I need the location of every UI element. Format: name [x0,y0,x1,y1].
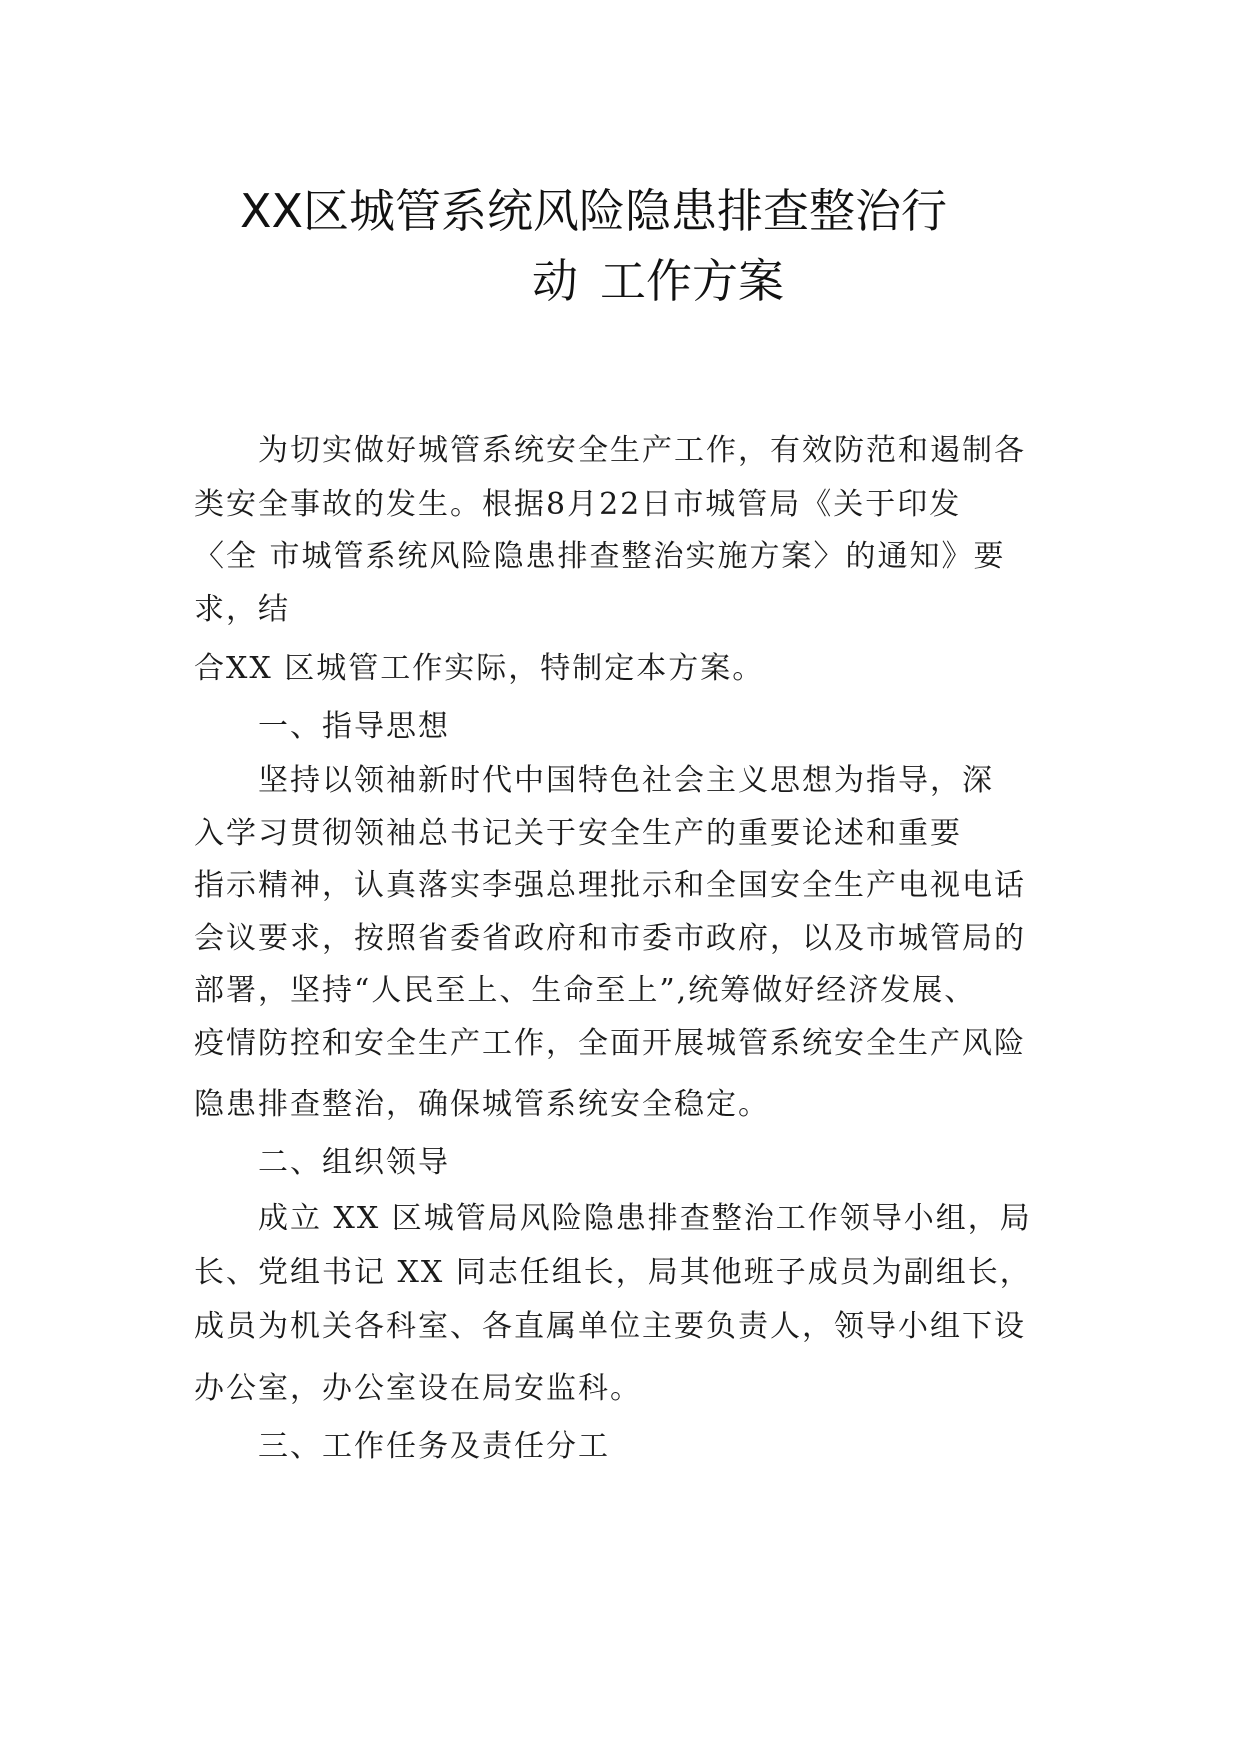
intro-line-3: 〈全 市城管系统风险隐患排查整治实施方案〉的通知》要 [194,539,1006,574]
section-1-line-5: 部署，坚持“人民至上、生命至上”,统筹做好经济发展、 [194,973,977,1008]
section-1-line-4: 会议要求，按照省委省政府和市委市政府，以及市城管局的 [194,921,1026,956]
section-3-heading: 三、工作任务及责任分工 [258,1429,610,1464]
section-1-line-3: 指示精神，认真落实李强总理批示和全国安全生产电视电话 [194,868,1026,903]
intro-line-2: 类安全事故的发生。根据8月22日市城管局《关于印发 [194,487,962,522]
intro-line-1: 为切实做好城管系统安全生产工作，有效防范和遏制各 [258,433,1026,468]
intro-line-4: 求，结 [194,592,290,627]
section-1-line-1: 坚持以领袖新时代中国特色社会主义思想为指导，深 [258,763,994,798]
section-2-line-2: 长、党组书记 XX 同志任组长，局其他班子成员为副组长， [194,1255,1032,1290]
section-2-heading: 二、组织领导 [258,1145,450,1180]
section-1-line-6: 疫情防控和安全生产工作，全面开展城管系统安全生产风险 [194,1026,1026,1061]
section-2-line-1: 成立 XX 区城管局风险隐患排查整治工作领导小组，局 [258,1201,1032,1236]
section-1-line-2: 入学习贯彻领袖总书记关于安全生产的重要论述和重要 [194,816,962,851]
document-title-line-2 [532,254,784,308]
intro-line-5: 合XX 区城管工作实际，特制定本方案。 [194,651,765,686]
document-title-line-2-part-2: 工作方案 [600,254,784,308]
section-1-heading: 一、指导思想 [258,709,450,744]
section-2-line-3: 成员为机关各科室、各直属单位主要负责人，领导小组下设 [194,1309,1026,1344]
section-2-line-4: 办公室，办公室设在局安监科。 [194,1371,642,1406]
document-title-line-1: XX区城管系统风险隐患排查整治行 [240,184,948,238]
document-title-line-2-part-1: 动 [532,254,578,308]
section-1-line-7: 隐患排查整治，确保城管系统安全稳定。 [194,1087,770,1122]
